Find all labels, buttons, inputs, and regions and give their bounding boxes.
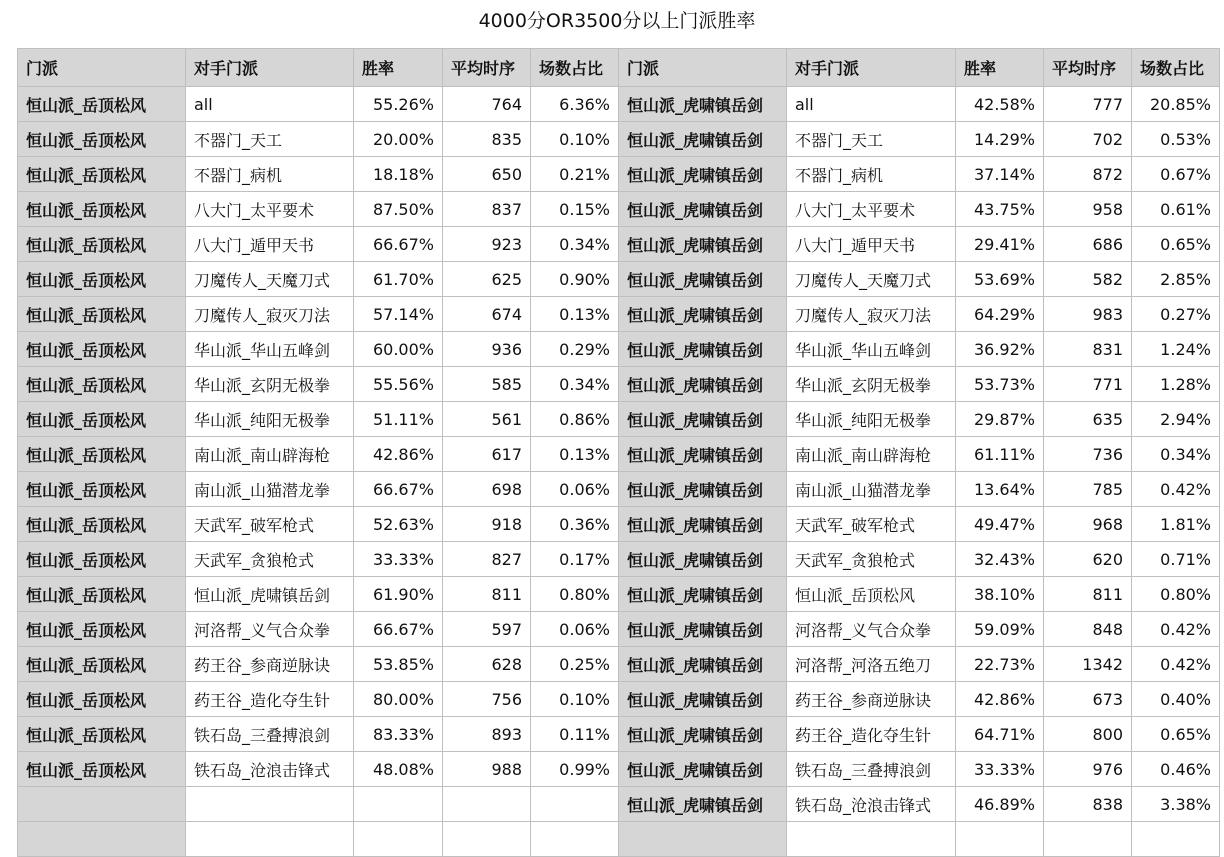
match-share-cell: 1.28%	[1132, 367, 1220, 402]
match-share-cell: 1.81%	[1132, 507, 1220, 542]
win-rate-cell: 59.09%	[956, 612, 1044, 647]
opponent-cell: 华山派_玄阴无极拳	[787, 367, 956, 402]
opponent-cell: 不器门_天工	[186, 122, 354, 157]
avg-time-cell	[443, 787, 531, 822]
win-rate-cell: 66.67%	[354, 227, 443, 262]
win-rate-cell: 36.92%	[956, 332, 1044, 367]
match-share-header: 场数占比	[531, 49, 619, 87]
win-rate-cell: 53.85%	[354, 647, 443, 682]
opponent-cell: 铁石岛_三叠搏浪剑	[186, 717, 354, 752]
table-row	[18, 787, 1220, 822]
match-share-cell	[531, 822, 619, 857]
match-share-cell: 0.13%	[531, 297, 619, 332]
faction-cell: 恒山派_岳顶松风	[18, 157, 186, 192]
win-rate-cell: 57.14%	[354, 297, 443, 332]
faction-cell: 恒山派_虎啸镇岳剑	[619, 542, 787, 577]
avg-time-cell: 736	[1044, 437, 1132, 472]
opponent-cell: 华山派_纯阳无极拳	[787, 402, 956, 437]
win-rate-header-2: 胜率	[956, 49, 1044, 87]
avg-time-cell: 811	[443, 577, 531, 612]
table-row	[18, 367, 1220, 402]
opponent-cell: 华山派_华山五峰剑	[186, 332, 354, 367]
faction-cell: 恒山派_虎啸镇岳剑	[619, 332, 787, 367]
opponent-cell: 刀魔传人_天魔刀式	[186, 262, 354, 297]
faction-header: 门派	[18, 49, 186, 87]
match-share-cell: 0.36%	[531, 507, 619, 542]
win-rate-table	[17, 48, 1220, 857]
avg-time-cell: 848	[1044, 612, 1132, 647]
avg-time-cell: 702	[1044, 122, 1132, 157]
match-share-cell: 0.34%	[531, 367, 619, 402]
match-share-cell: 0.65%	[1132, 227, 1220, 262]
win-rate-cell: 55.26%	[354, 87, 443, 122]
opponent-cell: 铁石岛_沧浪击锋式	[186, 752, 354, 787]
faction-cell: 恒山派_岳顶松风	[18, 437, 186, 472]
faction-cell: 恒山派_虎啸镇岳剑	[619, 402, 787, 437]
match-share-cell: 2.85%	[1132, 262, 1220, 297]
win-rate-cell: 48.08%	[354, 752, 443, 787]
table-row	[18, 437, 1220, 472]
win-rate-cell: 83.33%	[354, 717, 443, 752]
opponent-cell	[186, 822, 354, 857]
match-share-cell: 0.40%	[1132, 682, 1220, 717]
match-share-cell: 0.06%	[531, 472, 619, 507]
opponent-cell: 南山派_山猫潜龙拳	[787, 472, 956, 507]
win-rate-cell: 66.67%	[354, 612, 443, 647]
avg-time-cell: 835	[443, 122, 531, 157]
win-rate-cell: 18.18%	[354, 157, 443, 192]
win-rate-cell: 33.33%	[354, 542, 443, 577]
faction-cell: 恒山派_岳顶松风	[18, 612, 186, 647]
win-rate-cell: 32.43%	[956, 542, 1044, 577]
avg-time-cell: 923	[443, 227, 531, 262]
match-share-cell: 6.36%	[531, 87, 619, 122]
table-row	[18, 542, 1220, 577]
avg-time-cell: 872	[1044, 157, 1132, 192]
win-rate-cell: 49.47%	[956, 507, 1044, 542]
table-row	[18, 577, 1220, 612]
win-rate-cell: 53.73%	[956, 367, 1044, 402]
win-rate-cell: 22.73%	[956, 647, 1044, 682]
opponent-cell: 八大门_遁甲天书	[186, 227, 354, 262]
opponent-cell: 铁石岛_沧浪击锋式	[787, 787, 956, 822]
match-share-cell: 0.90%	[531, 262, 619, 297]
faction-cell: 恒山派_虎啸镇岳剑	[619, 717, 787, 752]
table-row	[18, 87, 1220, 122]
win-rate-cell	[956, 822, 1044, 857]
match-share-cell: 0.42%	[1132, 647, 1220, 682]
opponent-cell: 华山派_玄阴无极拳	[186, 367, 354, 402]
match-share-cell	[531, 787, 619, 822]
table-row	[18, 647, 1220, 682]
win-rate-cell: 37.14%	[956, 157, 1044, 192]
win-rate-cell: 52.63%	[354, 507, 443, 542]
opponent-cell: 药王谷_造化夺生针	[787, 717, 956, 752]
opponent-header-2: 对手门派	[787, 49, 956, 87]
faction-cell: 恒山派_虎啸镇岳剑	[619, 87, 787, 122]
opponent-cell: 河洛帮_义气合众拳	[186, 612, 354, 647]
match-share-cell	[1132, 822, 1220, 857]
avg-time-cell: 673	[1044, 682, 1132, 717]
win-rate-cell: 29.87%	[956, 402, 1044, 437]
win-rate-cell: 29.41%	[956, 227, 1044, 262]
win-rate-cell: 80.00%	[354, 682, 443, 717]
table-header-row	[18, 49, 1220, 87]
win-rate-cell: 64.71%	[956, 717, 1044, 752]
faction-cell: 恒山派_岳顶松风	[18, 192, 186, 227]
match-share-cell: 0.42%	[1132, 472, 1220, 507]
opponent-cell: 华山派_华山五峰剑	[787, 332, 956, 367]
faction-cell: 恒山派_虎啸镇岳剑	[619, 472, 787, 507]
opponent-cell: 不器门_病机	[787, 157, 956, 192]
table-row	[18, 472, 1220, 507]
avg-time-cell	[443, 822, 531, 857]
opponent-cell: 八大门_太平要术	[787, 192, 956, 227]
faction-cell: 恒山派_虎啸镇岳剑	[619, 297, 787, 332]
faction-cell	[18, 822, 186, 857]
avg-time-cell: 771	[1044, 367, 1132, 402]
match-share-cell: 0.27%	[1132, 297, 1220, 332]
faction-cell: 恒山派_虎啸镇岳剑	[619, 122, 787, 157]
faction-cell: 恒山派_虎啸镇岳剑	[619, 437, 787, 472]
avg-time-cell: 827	[443, 542, 531, 577]
win-rate-cell: 61.90%	[354, 577, 443, 612]
opponent-cell: 天武军_贪狼枪式	[787, 542, 956, 577]
avg-time-cell: 635	[1044, 402, 1132, 437]
match-share-cell: 0.80%	[531, 577, 619, 612]
match-share-cell: 0.13%	[531, 437, 619, 472]
opponent-cell: 华山派_纯阳无极拳	[186, 402, 354, 437]
opponent-header: 对手门派	[186, 49, 354, 87]
win-rate-cell	[354, 822, 443, 857]
faction-cell: 恒山派_虎啸镇岳剑	[619, 262, 787, 297]
opponent-cell: 天武军_破军枪式	[787, 507, 956, 542]
table-row	[18, 822, 1220, 857]
faction-cell: 恒山派_岳顶松风	[18, 367, 186, 402]
avg-time-cell: 918	[443, 507, 531, 542]
match-share-cell: 0.67%	[1132, 157, 1220, 192]
match-share-cell: 3.38%	[1132, 787, 1220, 822]
avg-time-cell: 756	[443, 682, 531, 717]
avg-time-cell: 838	[1044, 787, 1132, 822]
avg-time-cell: 582	[1044, 262, 1132, 297]
table-row	[18, 402, 1220, 437]
match-share-cell: 2.94%	[1132, 402, 1220, 437]
opponent-cell: 药王谷_参商逆脉诀	[787, 682, 956, 717]
win-rate-cell: 42.86%	[956, 682, 1044, 717]
table-row	[18, 332, 1220, 367]
opponent-cell: 刀魔传人_寂灭刀法	[787, 297, 956, 332]
faction-cell: 恒山派_虎啸镇岳剑	[619, 227, 787, 262]
avg-time-cell: 561	[443, 402, 531, 437]
match-share-cell: 0.25%	[531, 647, 619, 682]
avg-time-cell: 936	[443, 332, 531, 367]
faction-cell: 恒山派_虎啸镇岳剑	[619, 787, 787, 822]
table-row	[18, 262, 1220, 297]
opponent-cell: 南山派_南山辟海枪	[787, 437, 956, 472]
match-share-cell: 0.65%	[1132, 717, 1220, 752]
match-share-cell: 0.17%	[531, 542, 619, 577]
faction-cell: 恒山派_岳顶松风	[18, 752, 186, 787]
faction-cell: 恒山派_虎啸镇岳剑	[619, 752, 787, 787]
faction-cell: 恒山派_虎啸镇岳剑	[619, 682, 787, 717]
opponent-cell: 恒山派_岳顶松风	[787, 577, 956, 612]
match-share-cell: 0.53%	[1132, 122, 1220, 157]
win-rate-cell: 55.56%	[354, 367, 443, 402]
faction-cell: 恒山派_岳顶松风	[18, 472, 186, 507]
table-row	[18, 122, 1220, 157]
win-rate-cell: 42.58%	[956, 87, 1044, 122]
match-share-header-2: 场数占比	[1132, 49, 1220, 87]
opponent-cell: all	[787, 87, 956, 122]
avg-time-cell: 625	[443, 262, 531, 297]
match-share-cell: 0.29%	[531, 332, 619, 367]
match-share-cell: 0.46%	[1132, 752, 1220, 787]
table-row	[18, 157, 1220, 192]
faction-cell: 恒山派_岳顶松风	[18, 647, 186, 682]
faction-cell: 恒山派_岳顶松风	[18, 122, 186, 157]
opponent-cell: 药王谷_参商逆脉诀	[186, 647, 354, 682]
faction-cell: 恒山派_虎啸镇岳剑	[619, 577, 787, 612]
avg-time-cell: 958	[1044, 192, 1132, 227]
table-row	[18, 752, 1220, 787]
avg-time-cell: 686	[1044, 227, 1132, 262]
faction-cell: 恒山派_岳顶松风	[18, 682, 186, 717]
faction-cell: 恒山派_岳顶松风	[18, 717, 186, 752]
match-share-cell: 0.15%	[531, 192, 619, 227]
faction-cell: 恒山派_虎啸镇岳剑	[619, 157, 787, 192]
match-share-cell: 0.61%	[1132, 192, 1220, 227]
avg-time-header: 平均时序	[443, 49, 531, 87]
avg-time-cell: 620	[1044, 542, 1132, 577]
opponent-cell: 南山派_南山辟海枪	[186, 437, 354, 472]
match-share-cell: 1.24%	[1132, 332, 1220, 367]
faction-cell	[18, 787, 186, 822]
win-rate-cell: 42.86%	[354, 437, 443, 472]
opponent-cell: 刀魔传人_寂灭刀法	[186, 297, 354, 332]
table-row	[18, 192, 1220, 227]
win-rate-header: 胜率	[354, 49, 443, 87]
faction-cell: 恒山派_岳顶松风	[18, 577, 186, 612]
match-share-cell: 0.06%	[531, 612, 619, 647]
win-rate-cell	[354, 787, 443, 822]
avg-time-cell: 968	[1044, 507, 1132, 542]
faction-cell: 恒山派_虎啸镇岳剑	[619, 612, 787, 647]
win-rate-cell: 53.69%	[956, 262, 1044, 297]
faction-cell: 恒山派_岳顶松风	[18, 542, 186, 577]
faction-cell: 恒山派_虎啸镇岳剑	[619, 367, 787, 402]
opponent-cell: 八大门_遁甲天书	[787, 227, 956, 262]
opponent-cell: 河洛帮_河洛五绝刀	[787, 647, 956, 682]
avg-time-cell: 893	[443, 717, 531, 752]
faction-cell: 恒山派_虎啸镇岳剑	[619, 647, 787, 682]
table-row	[18, 717, 1220, 752]
opponent-cell: 不器门_天工	[787, 122, 956, 157]
avg-time-cell: 988	[443, 752, 531, 787]
avg-time-cell: 983	[1044, 297, 1132, 332]
avg-time-cell: 617	[443, 437, 531, 472]
match-share-cell: 0.21%	[531, 157, 619, 192]
win-rate-cell: 61.11%	[956, 437, 1044, 472]
match-share-cell: 0.10%	[531, 122, 619, 157]
win-rate-cell: 61.70%	[354, 262, 443, 297]
win-rate-cell: 20.00%	[354, 122, 443, 157]
faction-cell	[619, 822, 787, 857]
win-rate-cell: 33.33%	[956, 752, 1044, 787]
avg-time-cell: 811	[1044, 577, 1132, 612]
avg-time-cell	[1044, 822, 1132, 857]
faction-cell: 恒山派_虎啸镇岳剑	[619, 507, 787, 542]
faction-cell: 恒山派_岳顶松风	[18, 507, 186, 542]
avg-time-cell: 698	[443, 472, 531, 507]
match-share-cell: 0.71%	[1132, 542, 1220, 577]
table-row	[18, 682, 1220, 717]
win-rate-cell: 66.67%	[354, 472, 443, 507]
avg-time-header-2: 平均时序	[1044, 49, 1132, 87]
win-rate-cell: 60.00%	[354, 332, 443, 367]
avg-time-cell: 785	[1044, 472, 1132, 507]
opponent-cell: 刀魔传人_天魔刀式	[787, 262, 956, 297]
match-share-cell: 0.11%	[531, 717, 619, 752]
win-rate-cell: 87.50%	[354, 192, 443, 227]
opponent-cell: 恒山派_虎啸镇岳剑	[186, 577, 354, 612]
opponent-cell: 天武军_破军枪式	[186, 507, 354, 542]
avg-time-cell: 764	[443, 87, 531, 122]
match-share-cell: 20.85%	[1132, 87, 1220, 122]
match-share-cell: 0.86%	[531, 402, 619, 437]
avg-time-cell: 976	[1044, 752, 1132, 787]
avg-time-cell: 777	[1044, 87, 1132, 122]
table-row	[18, 612, 1220, 647]
faction-cell: 恒山派_岳顶松风	[18, 262, 186, 297]
match-share-cell: 0.34%	[1132, 437, 1220, 472]
faction-cell: 恒山派_岳顶松风	[18, 332, 186, 367]
match-share-cell: 0.80%	[1132, 577, 1220, 612]
win-rate-cell: 13.64%	[956, 472, 1044, 507]
opponent-cell: all	[186, 87, 354, 122]
opponent-cell: 南山派_山猫潜龙拳	[186, 472, 354, 507]
faction-cell: 恒山派_岳顶松风	[18, 297, 186, 332]
faction-cell: 恒山派_岳顶松风	[18, 227, 186, 262]
table-row	[18, 507, 1220, 542]
faction-cell: 恒山派_岳顶松风	[18, 402, 186, 437]
table-row	[18, 297, 1220, 332]
avg-time-cell: 800	[1044, 717, 1132, 752]
win-rate-cell: 43.75%	[956, 192, 1044, 227]
faction-header-2: 门派	[619, 49, 787, 87]
match-share-cell: 0.10%	[531, 682, 619, 717]
page-title: 4000分OR3500分以上门派胜率	[478, 10, 756, 32]
match-share-cell: 0.34%	[531, 227, 619, 262]
table-row	[18, 227, 1220, 262]
avg-time-cell: 585	[443, 367, 531, 402]
opponent-cell: 八大门_太平要术	[186, 192, 354, 227]
opponent-cell: 河洛帮_义气合众拳	[787, 612, 956, 647]
opponent-cell	[186, 787, 354, 822]
opponent-cell: 铁石岛_三叠搏浪剑	[787, 752, 956, 787]
faction-cell: 恒山派_岳顶松风	[18, 87, 186, 122]
match-share-cell: 0.42%	[1132, 612, 1220, 647]
opponent-cell	[787, 822, 956, 857]
opponent-cell: 天武军_贪狼枪式	[186, 542, 354, 577]
win-rate-cell: 51.11%	[354, 402, 443, 437]
avg-time-cell: 831	[1044, 332, 1132, 367]
avg-time-cell: 837	[443, 192, 531, 227]
avg-time-cell: 650	[443, 157, 531, 192]
win-rate-cell: 64.29%	[956, 297, 1044, 332]
avg-time-cell: 628	[443, 647, 531, 682]
avg-time-cell: 674	[443, 297, 531, 332]
avg-time-cell: 1342	[1044, 647, 1132, 682]
win-rate-cell: 14.29%	[956, 122, 1044, 157]
opponent-cell: 不器门_病机	[186, 157, 354, 192]
match-share-cell: 0.99%	[531, 752, 619, 787]
faction-cell: 恒山派_虎啸镇岳剑	[619, 192, 787, 227]
avg-time-cell: 597	[443, 612, 531, 647]
opponent-cell: 药王谷_造化夺生针	[186, 682, 354, 717]
win-rate-cell: 46.89%	[956, 787, 1044, 822]
win-rate-cell: 38.10%	[956, 577, 1044, 612]
